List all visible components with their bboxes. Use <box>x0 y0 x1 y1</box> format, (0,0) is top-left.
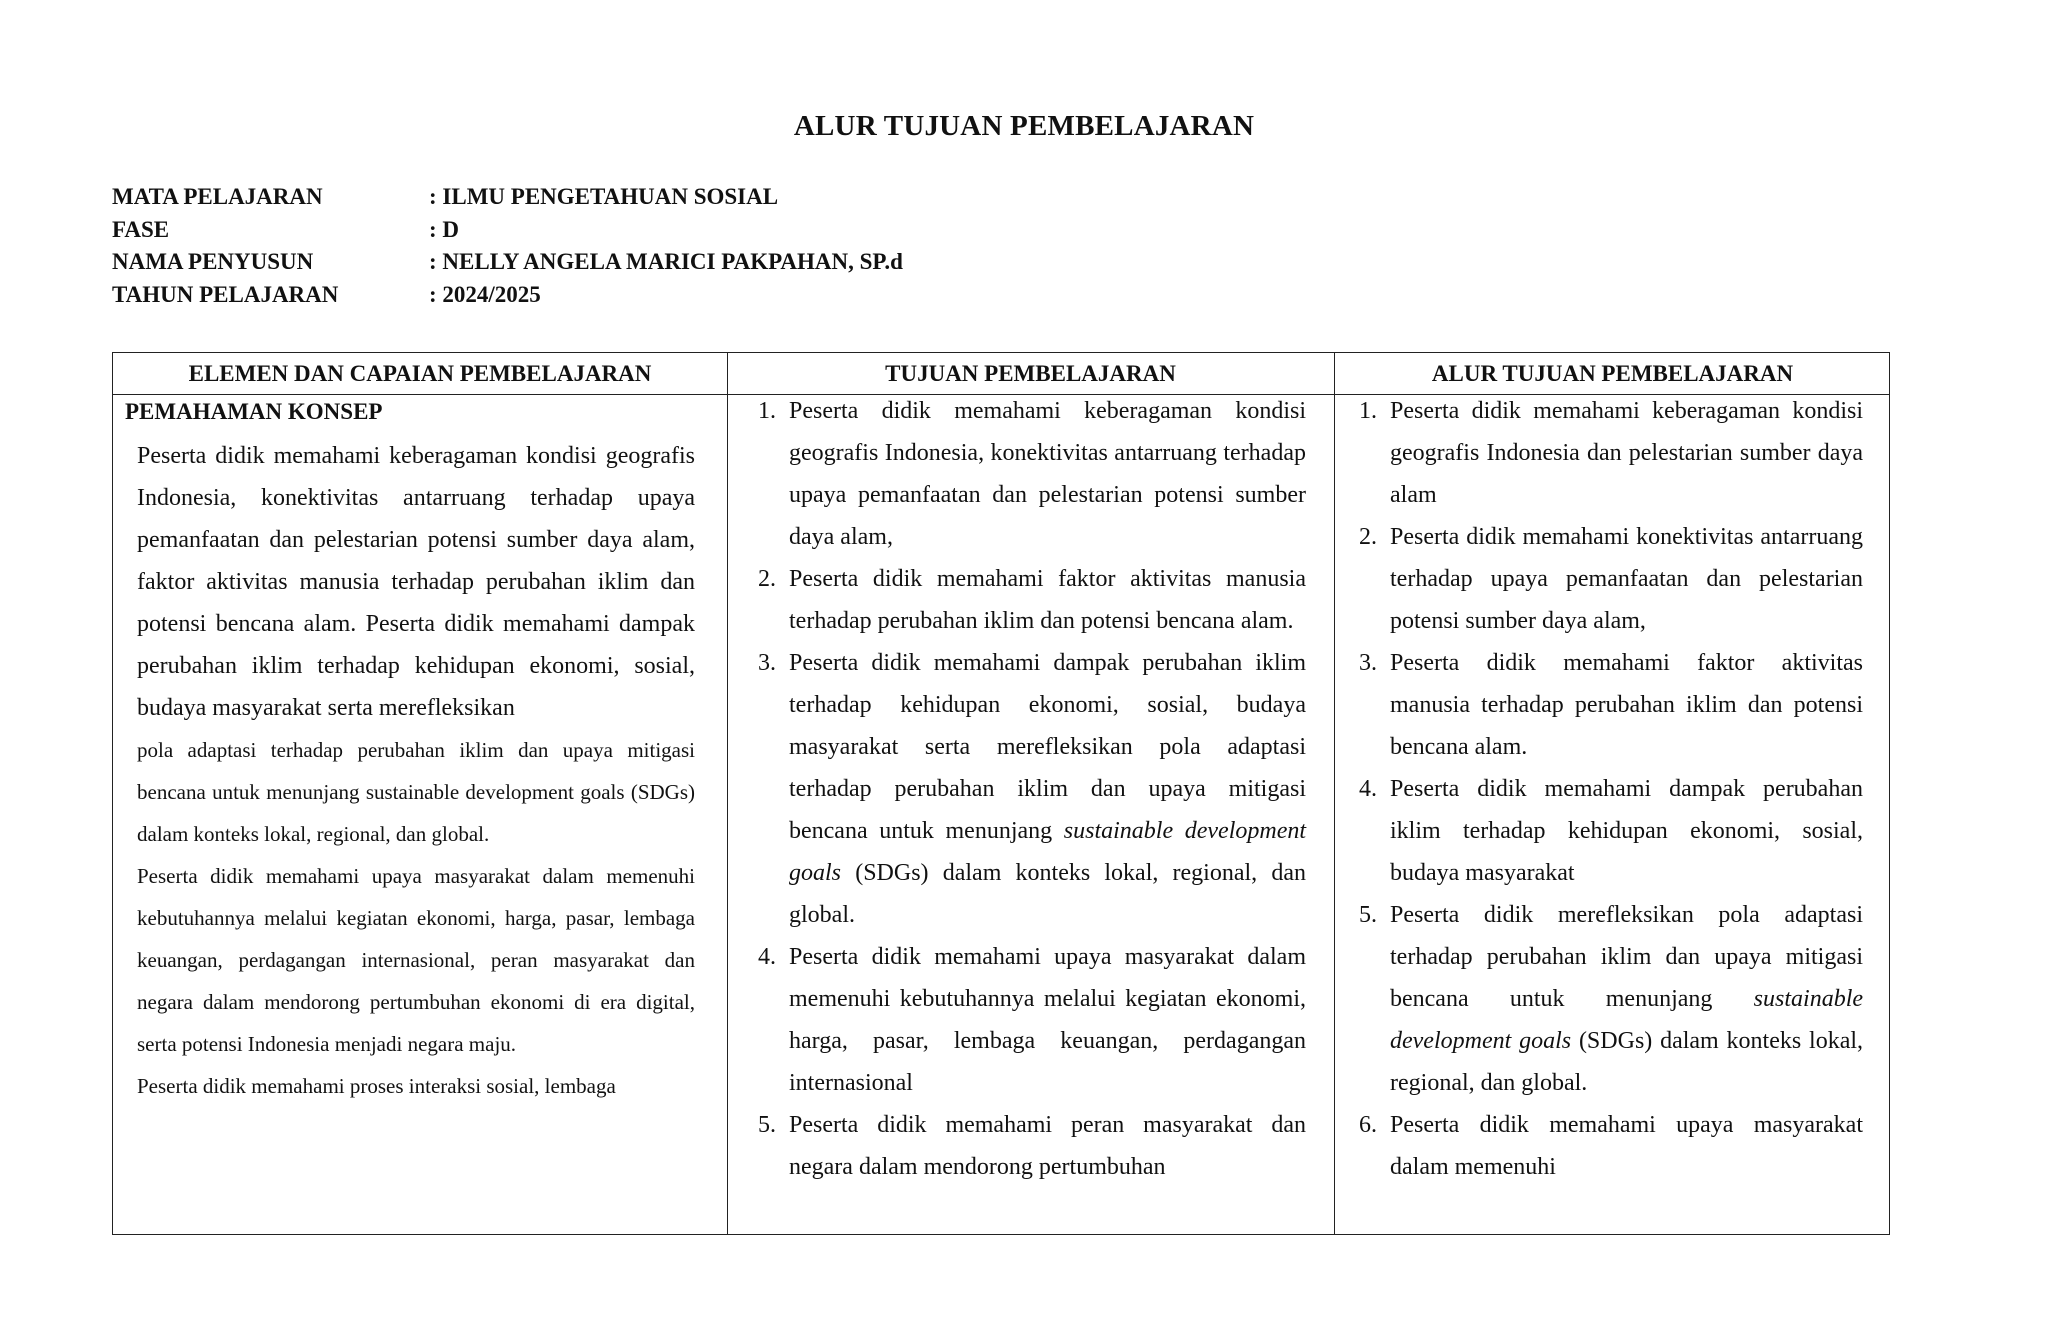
item-text-part: (SDGs) dalam konteks lokal, regional, dan global. <box>789 860 1306 928</box>
item-number: 4. <box>758 944 776 970</box>
document-title: ALUR TUJUAN PEMBELAJARAN <box>793 110 1255 142</box>
item-number: 2. <box>1359 524 1377 550</box>
item-text: Peserta didik memahami keberagaman kondisi geografis Indonesia, konektivitas antarruang terhadap upaya pemanfaatan dan pelestarian potensi sumber daya alam, <box>789 398 1306 550</box>
capaian-paragraph: Peserta didik memahami proses interaksi sosial, lembaga <box>137 1074 616 1098</box>
list-item <box>1338 768 1863 894</box>
document-meta <box>112 181 903 311</box>
list-item <box>737 936 1306 1104</box>
item-text: Peserta didik memahami dampak perubahan iklim terhadap kehidupan ekonomi, sosial, budaya masyarakat <box>1390 776 1863 886</box>
item-number: 2. <box>758 566 776 592</box>
list-item <box>737 558 1306 642</box>
item-text: Peserta didik memahami konektivitas antarruang terhadap upaya pemanfaatan dan pelestarian potensi sumber daya alam, <box>1390 524 1863 634</box>
item-text-italic: sustainable development goals <box>1390 986 1864 1054</box>
meta-row-year <box>112 279 903 312</box>
item-number: 5. <box>758 1112 776 1138</box>
meta-label: MATA PELAJARAN <box>112 184 323 209</box>
item-text: Peserta didik memahami faktor aktivitas manusia terhadap perubahan iklim dan potensi bencana alam. <box>1390 650 1863 760</box>
item-text: Peserta didik memahami peran masyarakat dan negara dalam mendorong pertumbuhan <box>789 1112 1306 1180</box>
capaian-cell <box>113 397 727 1234</box>
list-item <box>737 1104 1306 1188</box>
meta-value: : D <box>429 216 460 242</box>
item-text <box>789 642 1306 936</box>
meta-value: : NELLY ANGELA MARICI PAKPAHAN, SP.d <box>429 249 903 274</box>
list-item <box>1338 390 1863 516</box>
tujuan-cell <box>727 390 1334 1234</box>
alur-list <box>1334 390 1891 1188</box>
item-number: 5. <box>1359 902 1377 928</box>
column-header-tujuan: TUJUAN PEMBELAJARAN <box>885 361 1176 386</box>
item-number: 6. <box>1359 1112 1377 1138</box>
meta-label: FASE <box>112 216 170 242</box>
meta-row-subject <box>112 181 903 214</box>
element-heading: PEMAHAMAN KONSEP <box>125 399 383 424</box>
item-text-part: (SDGs) dalam konteks lokal, regional, dan global. <box>1390 1028 1864 1096</box>
list-item <box>1338 894 1863 1104</box>
list-item <box>737 390 1306 558</box>
item-number: 3. <box>1359 650 1377 676</box>
meta-row-phase <box>112 214 903 247</box>
list-item <box>1338 516 1863 642</box>
list-item <box>1338 1104 1863 1188</box>
item-number: 1. <box>758 398 776 424</box>
capaian-paragraph: Peserta didik memahami upaya masyarakat dalam memenuhi kebutuhannya melalui kegiatan ekonomi, harga, pasar, lembaga keuangan, perdagangan internasional, peran masyarakat dan negara dalam mendorong pertumbuhan ekonomi di era digital, serta potensi Indonesia menjadi negara maju. <box>137 864 695 1056</box>
capaian-paragraph: Peserta didik memahami keberagaman kondisi geografis Indonesia, konektivitas antarruang terhadap upaya pemanfaatan dan pelestarian potensi sumber daya alam, faktor aktivitas manusia terhadap perubahan iklim dan potensi bencana alam. Peserta didik memahami dampak perubahan iklim terhadap kehidupan ekonomi, sosial, budaya masyarakat serta merefleksikan <box>137 443 695 721</box>
column-header-capaian: ELEMEN DAN CAPAIAN PEMBELAJARAN <box>188 361 652 386</box>
tujuan-list <box>727 390 1334 1188</box>
column-header-alur: ALUR TUJUAN PEMBELAJARAN <box>1431 361 1794 386</box>
item-text: Peserta didik memahami faktor aktivitas manusia terhadap perubahan iklim dan potensi bencana alam. <box>789 566 1306 634</box>
item-number: 1. <box>1359 398 1377 424</box>
list-item <box>737 642 1306 936</box>
item-text: Peserta didik memahami upaya masyarakat dalam memenuhi kebutuhannya melalui kegiatan ekonomi, harga, pasar, lembaga keuangan, perdagangan internasional <box>789 944 1306 1096</box>
meta-row-author <box>112 246 903 279</box>
meta-value: : ILMU PENGETAHUAN SOSIAL <box>429 184 779 209</box>
learning-objectives-table <box>112 352 1890 1235</box>
item-text: Peserta didik memahami keberagaman kondisi geografis Indonesia dan pelestarian sumber daya alam <box>1390 398 1863 508</box>
meta-label: NAMA PENYUSUN <box>112 249 314 274</box>
item-text-italic: sustainable development goals <box>789 818 1307 886</box>
item-number: 4. <box>1359 776 1377 802</box>
item-number: 3. <box>758 650 776 676</box>
meta-label: TAHUN PELAJARAN <box>112 281 339 307</box>
list-item <box>1338 642 1863 768</box>
alur-cell <box>1334 390 1891 1234</box>
item-text <box>1390 894 1863 1104</box>
item-text-part: Peserta didik memahami dampak perubahan iklim terhadap kehidupan ekonomi, sosial, budaya masyarakat serta merefleksikan pola adaptasi terhadap perubahan iklim dan upaya mitigasi bencana untuk menunjang <box>789 650 1306 844</box>
item-text-part: Peserta didik merefleksikan pola adaptasi terhadap perubahan iklim dan upaya mitigasi bencana untuk menunjang <box>1390 902 1863 1012</box>
capaian-paragraph: pola adaptasi terhadap perubahan iklim dan upaya mitigasi bencana untuk menunjang sustainable development goals (SDGs) dalam konteks lokal, regional, dan global. <box>137 738 695 846</box>
meta-value: : 2024/2025 <box>429 281 541 307</box>
item-text: Peserta didik memahami upaya masyarakat dalam memenuhi <box>1390 1112 1863 1180</box>
